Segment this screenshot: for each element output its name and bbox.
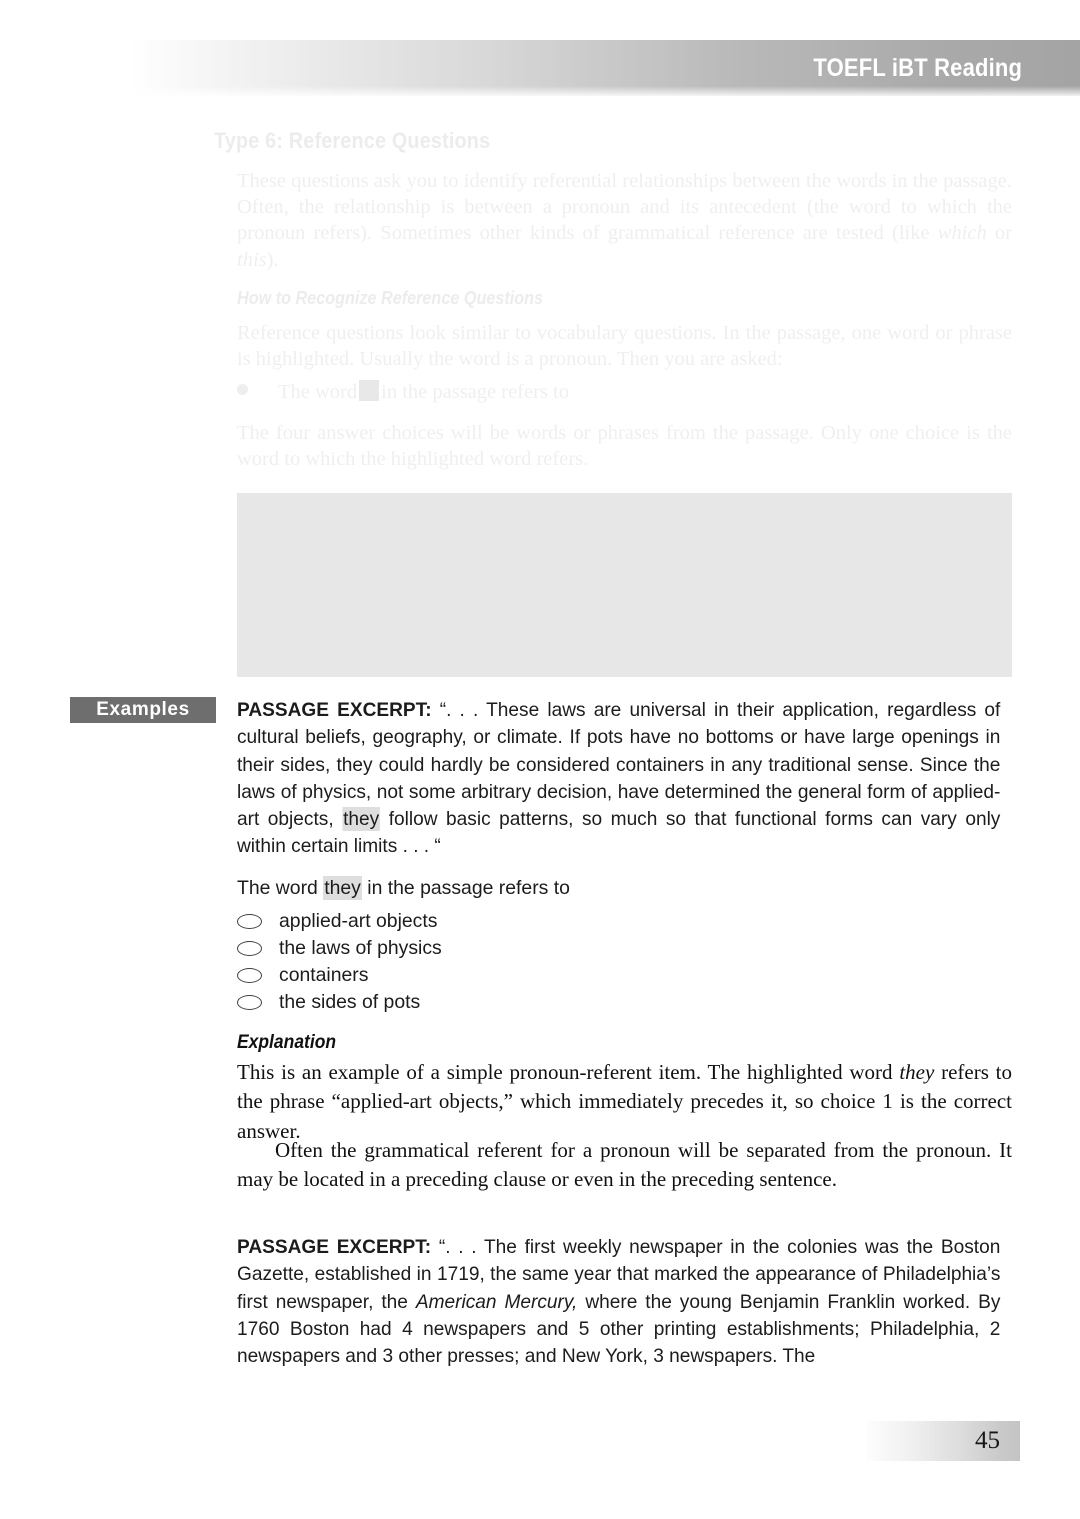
- radio-button-icon[interactable]: [237, 914, 262, 929]
- example-1-passage-after: follow basic patterns, so much so that functional forms can vary only within certain limits . . . “: [237, 808, 1001, 858]
- header-title: TOEFL iBT Reading: [813, 53, 1022, 82]
- answer-choice-3-label: containers: [279, 964, 369, 986]
- answer-choice-2-label: the laws of physics: [279, 937, 442, 959]
- example-1-question-before: The word: [237, 877, 324, 899]
- explanation-p2-text: Often the grammatical referent for a pronoun will be separated from the pronoun. It may be located in a preceding clause or even in the preceding sentence.: [237, 1138, 1012, 1192]
- answer-choice-1[interactable]: [237, 908, 1012, 935]
- screenshot-placeholder-box: [237, 493, 1012, 677]
- answer-choice-1-label: applied-art objects: [279, 910, 438, 932]
- explanation-paragraph-1: [237, 1058, 1012, 1146]
- radio-button-icon[interactable]: [237, 968, 262, 983]
- examples-badge: [70, 697, 216, 723]
- explanation-paragraph-2: [237, 1136, 1012, 1195]
- faded-subheading: How to Recognize Reference Questions: [237, 288, 544, 308]
- example-2-passage-part-1: “. . . The first weekly newspaper in the colonies was the Boston Gazette, established in 1719, the same year that marked the appearance of Philadelphia’s first newspaper, the: [237, 1236, 1001, 1313]
- page-number: 45: [975, 1427, 1000, 1454]
- example-1-passage-before: “. . . These laws are universal in their application, regardless of cultural beliefs, geography, or climate. If pots have no bottoms or have large openings in their sides, they could hardly be considered containers in any traditional sense. Since the laws of physics, not some arbitrary decision, have determined the general form of applied-art objects,: [237, 699, 1001, 831]
- explanation-p1-italic-they: they: [899, 1060, 935, 1084]
- faded-closing-paragraph: The four answer choices will be words or phrases from the passage. Only one choice is the word to which the highlighted word refers.: [237, 422, 1012, 471]
- example-2-passage-part-2: where the young Benjamin Franklin worked. By 1760 Boston had 4 newspapers and 5 other printing establishments; Philadelphia, 2 newspapers and 3 other presses; and New York, 3 newspapers. The: [237, 1290, 1001, 1368]
- page-footer-bar: [866, 1421, 1020, 1461]
- example-2-passage-label: PASSAGE EXCERPT:: [237, 1236, 432, 1258]
- explanation-p1-part-b: refers to the phrase “applied-art objects,” which immediately precedes it, so choice 1 is the correct answer.: [237, 1060, 1012, 1143]
- examples-badge-label: Examples: [96, 699, 190, 720]
- faded-bullet-suffix: in the passage refers to: [381, 381, 569, 403]
- faded-intro-text: These questions ask you to identify referential relationships between the words in the passage. Often, the relationship is between a pronoun and its antecedent (the word to which the pronoun refers). Sometimes other kinds of grammatical reference are tested (like: [237, 170, 1012, 245]
- example-1-question-line: [237, 875, 1012, 902]
- example-2-passage-italic-title: American Mercury,: [415, 1290, 578, 1313]
- example-1-passage-label: PASSAGE EXCERPT:: [237, 699, 432, 721]
- answer-choice-2[interactable]: [237, 935, 1012, 962]
- answer-choice-4-label: the sides of pots: [279, 991, 421, 1013]
- example-1-answer-choices: [237, 908, 1012, 1016]
- faded-bullet-item: [237, 379, 1012, 405]
- faded-recognize-paragraph: Reference questions look similar to vocabulary questions. In the passage, one word or phrase is highlighted. Usually the word is a pronoun. Then you are asked:: [237, 322, 1012, 371]
- running-header: [0, 40, 1080, 96]
- bullet-dot-icon: [237, 384, 248, 395]
- answer-choice-3[interactable]: [237, 962, 1012, 989]
- highlight-placeholder-box: [359, 380, 379, 401]
- example-2-passage-excerpt: [237, 1234, 1000, 1370]
- radio-button-icon[interactable]: [237, 941, 262, 956]
- example-1-passage-highlighted-word: they: [343, 808, 380, 831]
- faded-intro-paragraph: [237, 168, 1012, 273]
- faded-intro-italic-which: which: [937, 222, 987, 245]
- example-1-question-highlighted-word: they: [324, 877, 361, 899]
- answer-choice-4[interactable]: [237, 989, 1012, 1016]
- explanation-p1-part-a: This is an example of a simple pronoun-referent item. The highlighted word: [237, 1060, 900, 1084]
- faded-bullet-prefix: The word: [278, 381, 358, 403]
- example-1-question-after: in the passage refers to: [361, 877, 570, 899]
- faded-intro-middle: or: [986, 222, 1012, 245]
- example-1-passage-excerpt: [237, 697, 1000, 861]
- faded-intro-italic-this: this: [237, 248, 267, 271]
- faded-bullet-text: [278, 379, 569, 405]
- radio-button-icon[interactable]: [237, 995, 262, 1010]
- explanation-heading: Explanation: [237, 1032, 337, 1053]
- faded-section-heading: Type 6: Reference Questions: [214, 128, 491, 153]
- faded-intro-end: ).: [266, 248, 279, 271]
